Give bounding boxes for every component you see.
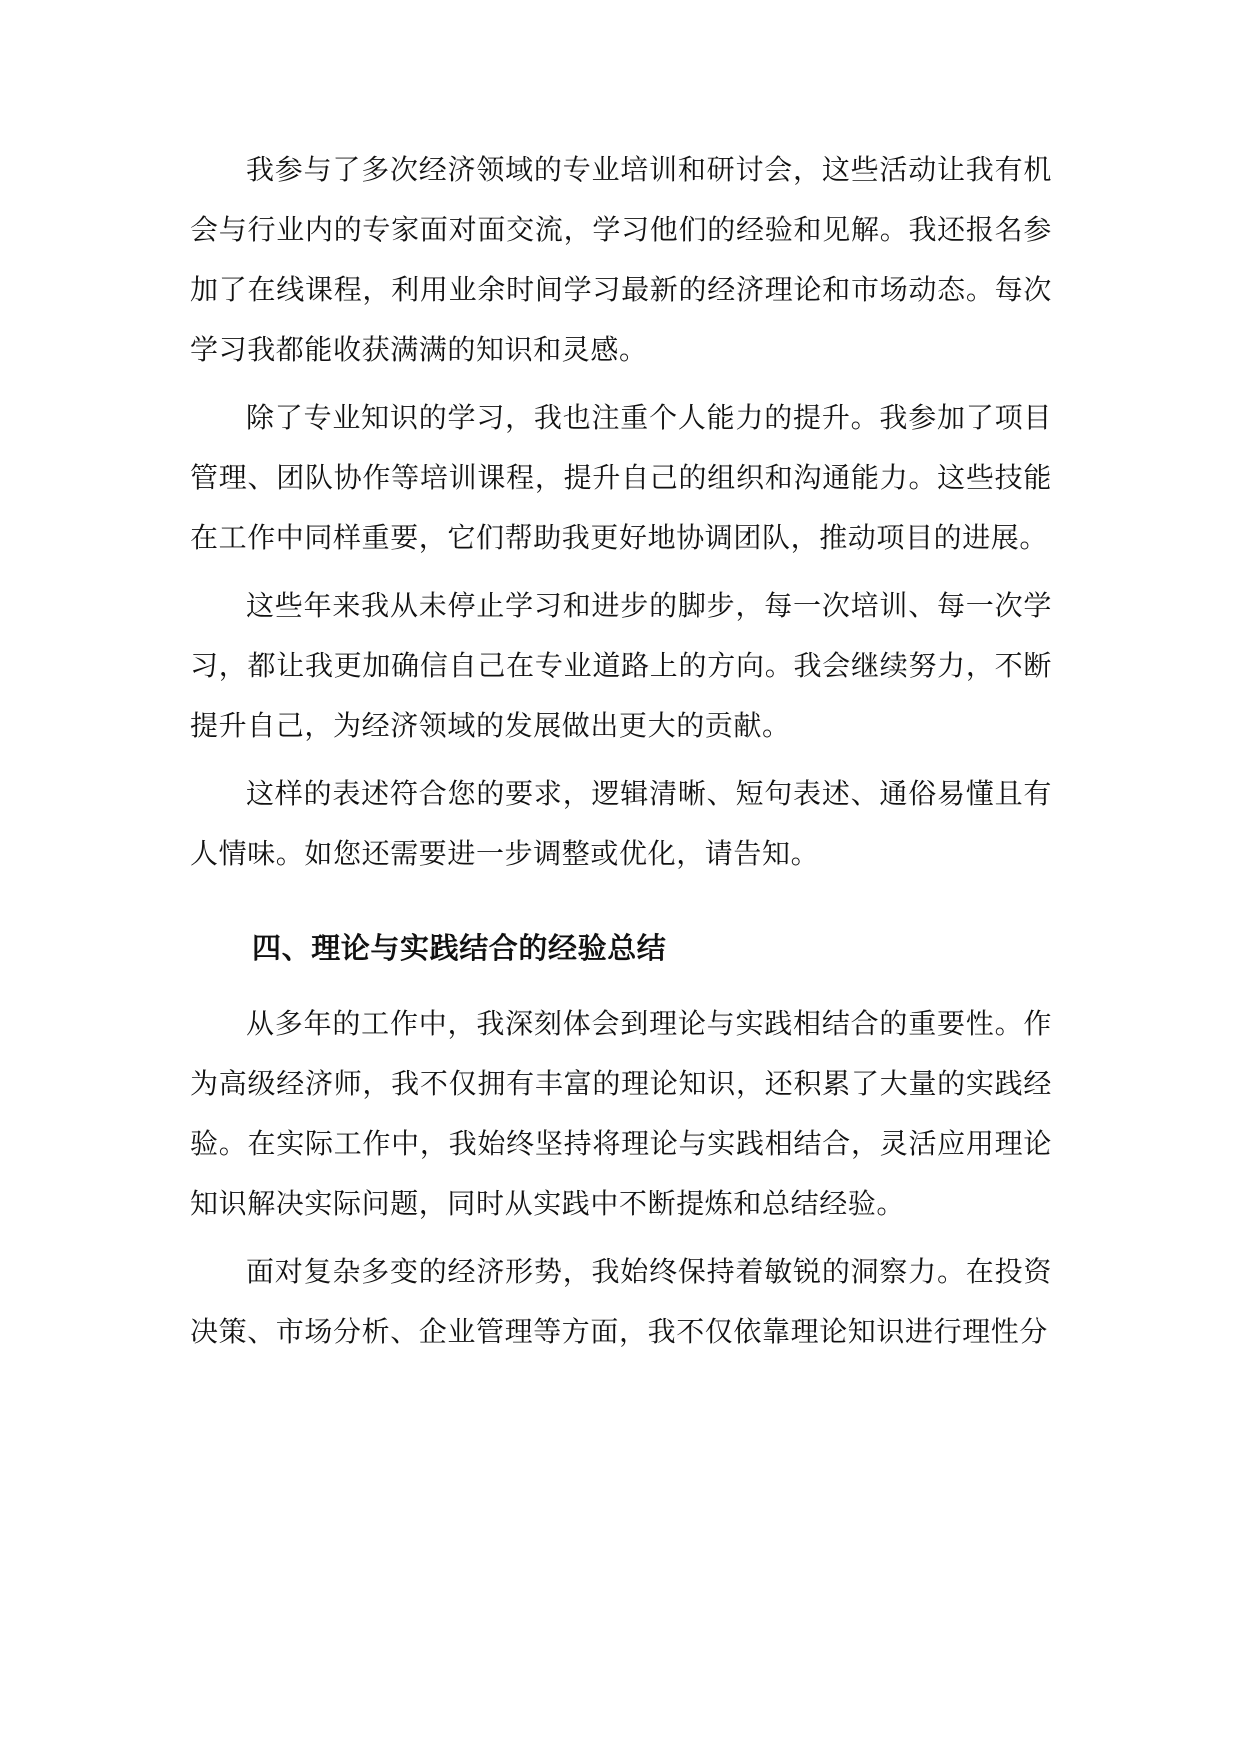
section-heading: 四、理论与实践结合的经验总结 (252, 931, 667, 965)
document-body (190, 140, 1052, 1362)
paragraph-continuous-learning: 这些年来我从未停止学习和进步的脚步，每一次培训、每一次学习，都让我更加确信自己在专业道路上的方向。我会继续努力，不断提升自己，为经济领域的发展做出更大的贡献。 (190, 589, 1052, 742)
paragraph-personal-skills: 除了专业知识的学习，我也注重个人能力的提升。我参加了项目管理、团队协作等培训课程，提升自己的组织和沟通能力。这些技能在工作中同样重要，它们帮助我更好地协调团队，推动项目的进展。 (190, 401, 1052, 554)
paragraph-theory-practice: 从多年的工作中，我深刻体会到理论与实践相结合的重要性。作为高级经济师，我不仅拥有丰富的理论知识，还积累了大量的实践经验。在实际工作中，我始终坚持将理论与实践相结合，灵活应用理论知识解决实际问题，同时从实践中不断提炼和总结经验。 (190, 1007, 1052, 1220)
paragraph-closing-note: 这样的表述符合您的要求，逻辑清晰、短句表述、通俗易懂且有人情味。如您还需要进一步调整或优化，请告知。 (190, 777, 1052, 870)
paragraph-insight: 面对复杂多变的经济形势，我始终保持着敏锐的洞察力。在投资决策、市场分析、企业管理等方面，我不仅依靠理论知识进行理性分 (190, 1255, 1052, 1348)
paragraph-training: 我参与了多次经济领域的专业培训和研讨会，这些活动让我有机会与行业内的专家面对面交流，学习他们的经验和见解。我还报名参加了在线课程，利用业余时间学习最新的经济理论和市场动态。每次学习我都能收获满满的知识和灵感。 (190, 153, 1052, 366)
